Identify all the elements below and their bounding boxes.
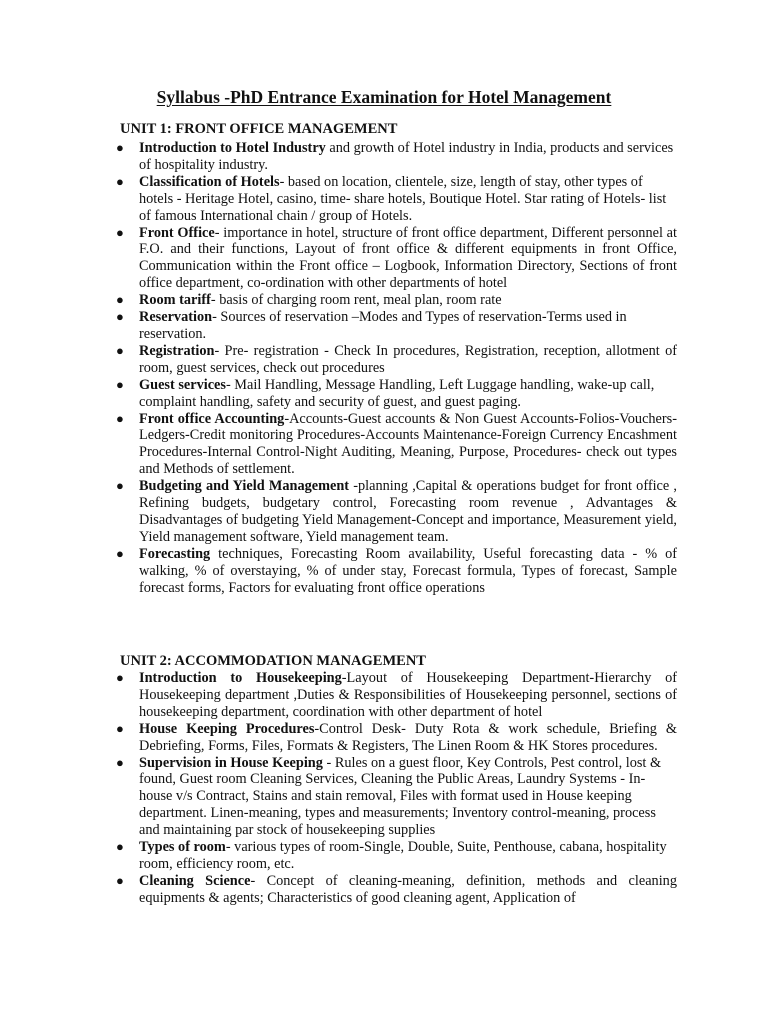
list-item: ● Classification of Hotels- based on location, clientele, size, length of stay, other types of hotels - Heritage Hotel, casino, time- share hotels, Boutique Hotel. Star rating of Hotels- list of famous International chain / group of Hotels. — [116, 173, 667, 224]
bullet-icon: ● — [116, 224, 124, 240]
unit-1-heading: UNIT 1: FRONT OFFICE MANAGEMENT — [120, 121, 398, 137]
list-item: ● Cleaning Science- Concept of cleaning-meaning, definition, methods and cleaning equipments & agents; Characteristics of good cleaning agent, Application of — [116, 872, 677, 906]
list-item: ● Budgeting and Yield Management -planning ,Capital & operations budget for front office , Refining budgets, budgetary control, Forecasting room revenue , Advantages & Disadvantages of budgeting Yield Management-Concept and importance, Measurement yield, Yield management software, Yield management team. — [116, 478, 678, 545]
bullet-icon: ● — [116, 376, 124, 392]
document-title: Syllabus -PhD Entrance Examination for Hotel Management — [156, 87, 612, 107]
bullet-icon: ● — [116, 720, 124, 736]
bullet-icon: ● — [116, 140, 124, 155]
list-item: ● Guest services- Mail Handling, Message Handling, Left Luggage handling, wake-up call, complaint handling, safety and security of guest, and guest paging. — [116, 376, 655, 410]
list-item: ● Registration- Pre- registration - Check In procedures, Registration, reception, allotment of room, guest services, check out procedures — [116, 342, 677, 376]
unit-2-heading: UNIT 2: ACCOMMODATION MANAGEMENT — [120, 653, 426, 669]
bullet-icon: ● — [116, 872, 124, 888]
bullet-icon: ● — [116, 342, 124, 358]
list-item: ● Reservation- Sources of reservation –Modes and Types of reservation-Terms used in reservation. — [116, 309, 627, 342]
list-item: ● Room tariff- basis of charging room rent, meal plan, room rate — [116, 292, 502, 309]
list-item: ● Introduction to Housekeeping-Layout of Housekeeping Department-Hierarchy of Housekeeping department ,Duties & Responsibilities of Housekeeping personnel, sections of housekeeping department, coordination with other department of hotel — [116, 670, 677, 720]
bullet-icon: ● — [116, 309, 124, 325]
list-item: ● Front office Accounting-Accounts-Guest accounts & Non Guest Accounts-Folios-Vouchers-Ledgers-Credit monitoring Procedures-Accounts Maintenance-Foreign Currency Encashment Procedures-Internal Control-Night Auditing, Meaning, Purpose, Procedures- check out types and Methods of settlement. — [116, 410, 677, 478]
bullet-icon: ● — [116, 292, 124, 308]
list-item: ● Introduction to Hotel Industry and growth of Hotel industry in India, products and services of hospitality industry. — [116, 140, 674, 173]
list-item: ● House Keeping Procedures-Control Desk- Duty Rota & work schedule, Briefing & Debriefing, Forms, Files, Formats & Registers, The Linen Room & HK Stores procedures. — [116, 720, 677, 754]
list-item: ● Types of room- various types of room-Single, Double, Suite, Penthouse, cabana, hospitality room, efficiency room, etc. — [116, 839, 667, 872]
list-item: ● Front Office- importance in hotel, structure of front office department, Different personnel at F.O. and their functions, Layout of front office & different equipments in front Office, Communication within the Front office – Logbook, Information Directory, Sections of front office department, co-ordination with other departments of hotel — [116, 224, 677, 292]
bullet-icon: ● — [116, 670, 124, 685]
bullet-icon: ● — [116, 410, 124, 426]
bullet-icon: ● — [116, 839, 124, 855]
bullet-icon: ● — [116, 754, 124, 770]
bullet-icon: ● — [116, 173, 124, 189]
unit-2-topic-list — [112, 670, 677, 907]
list-item: ● Forecasting techniques, Forecasting Room availability, Useful forecasting data - % of walking, % of overstaying, % of under stay, Forecast formula, Types of forecast, Sample forecast forms, Factors for evaluating front office operations — [116, 545, 677, 596]
bullet-icon: ● — [116, 478, 124, 494]
list-item: ● Supervision in House Keeping - Rules on a guest floor, Key Controls, Pest control, lost & found, Guest room Cleaning Services, Cleaning the Public Areas, Laundry Systems - In-house v/s Contract, Stains and stain removal, Files with format used in House keeping department. Linen-meaning, types and measurements; Inventory control-meaning, process and maintaining par stock of housekeeping supplies — [116, 754, 662, 839]
unit-1-topic-list — [112, 140, 677, 596]
bullet-icon: ● — [116, 545, 124, 561]
